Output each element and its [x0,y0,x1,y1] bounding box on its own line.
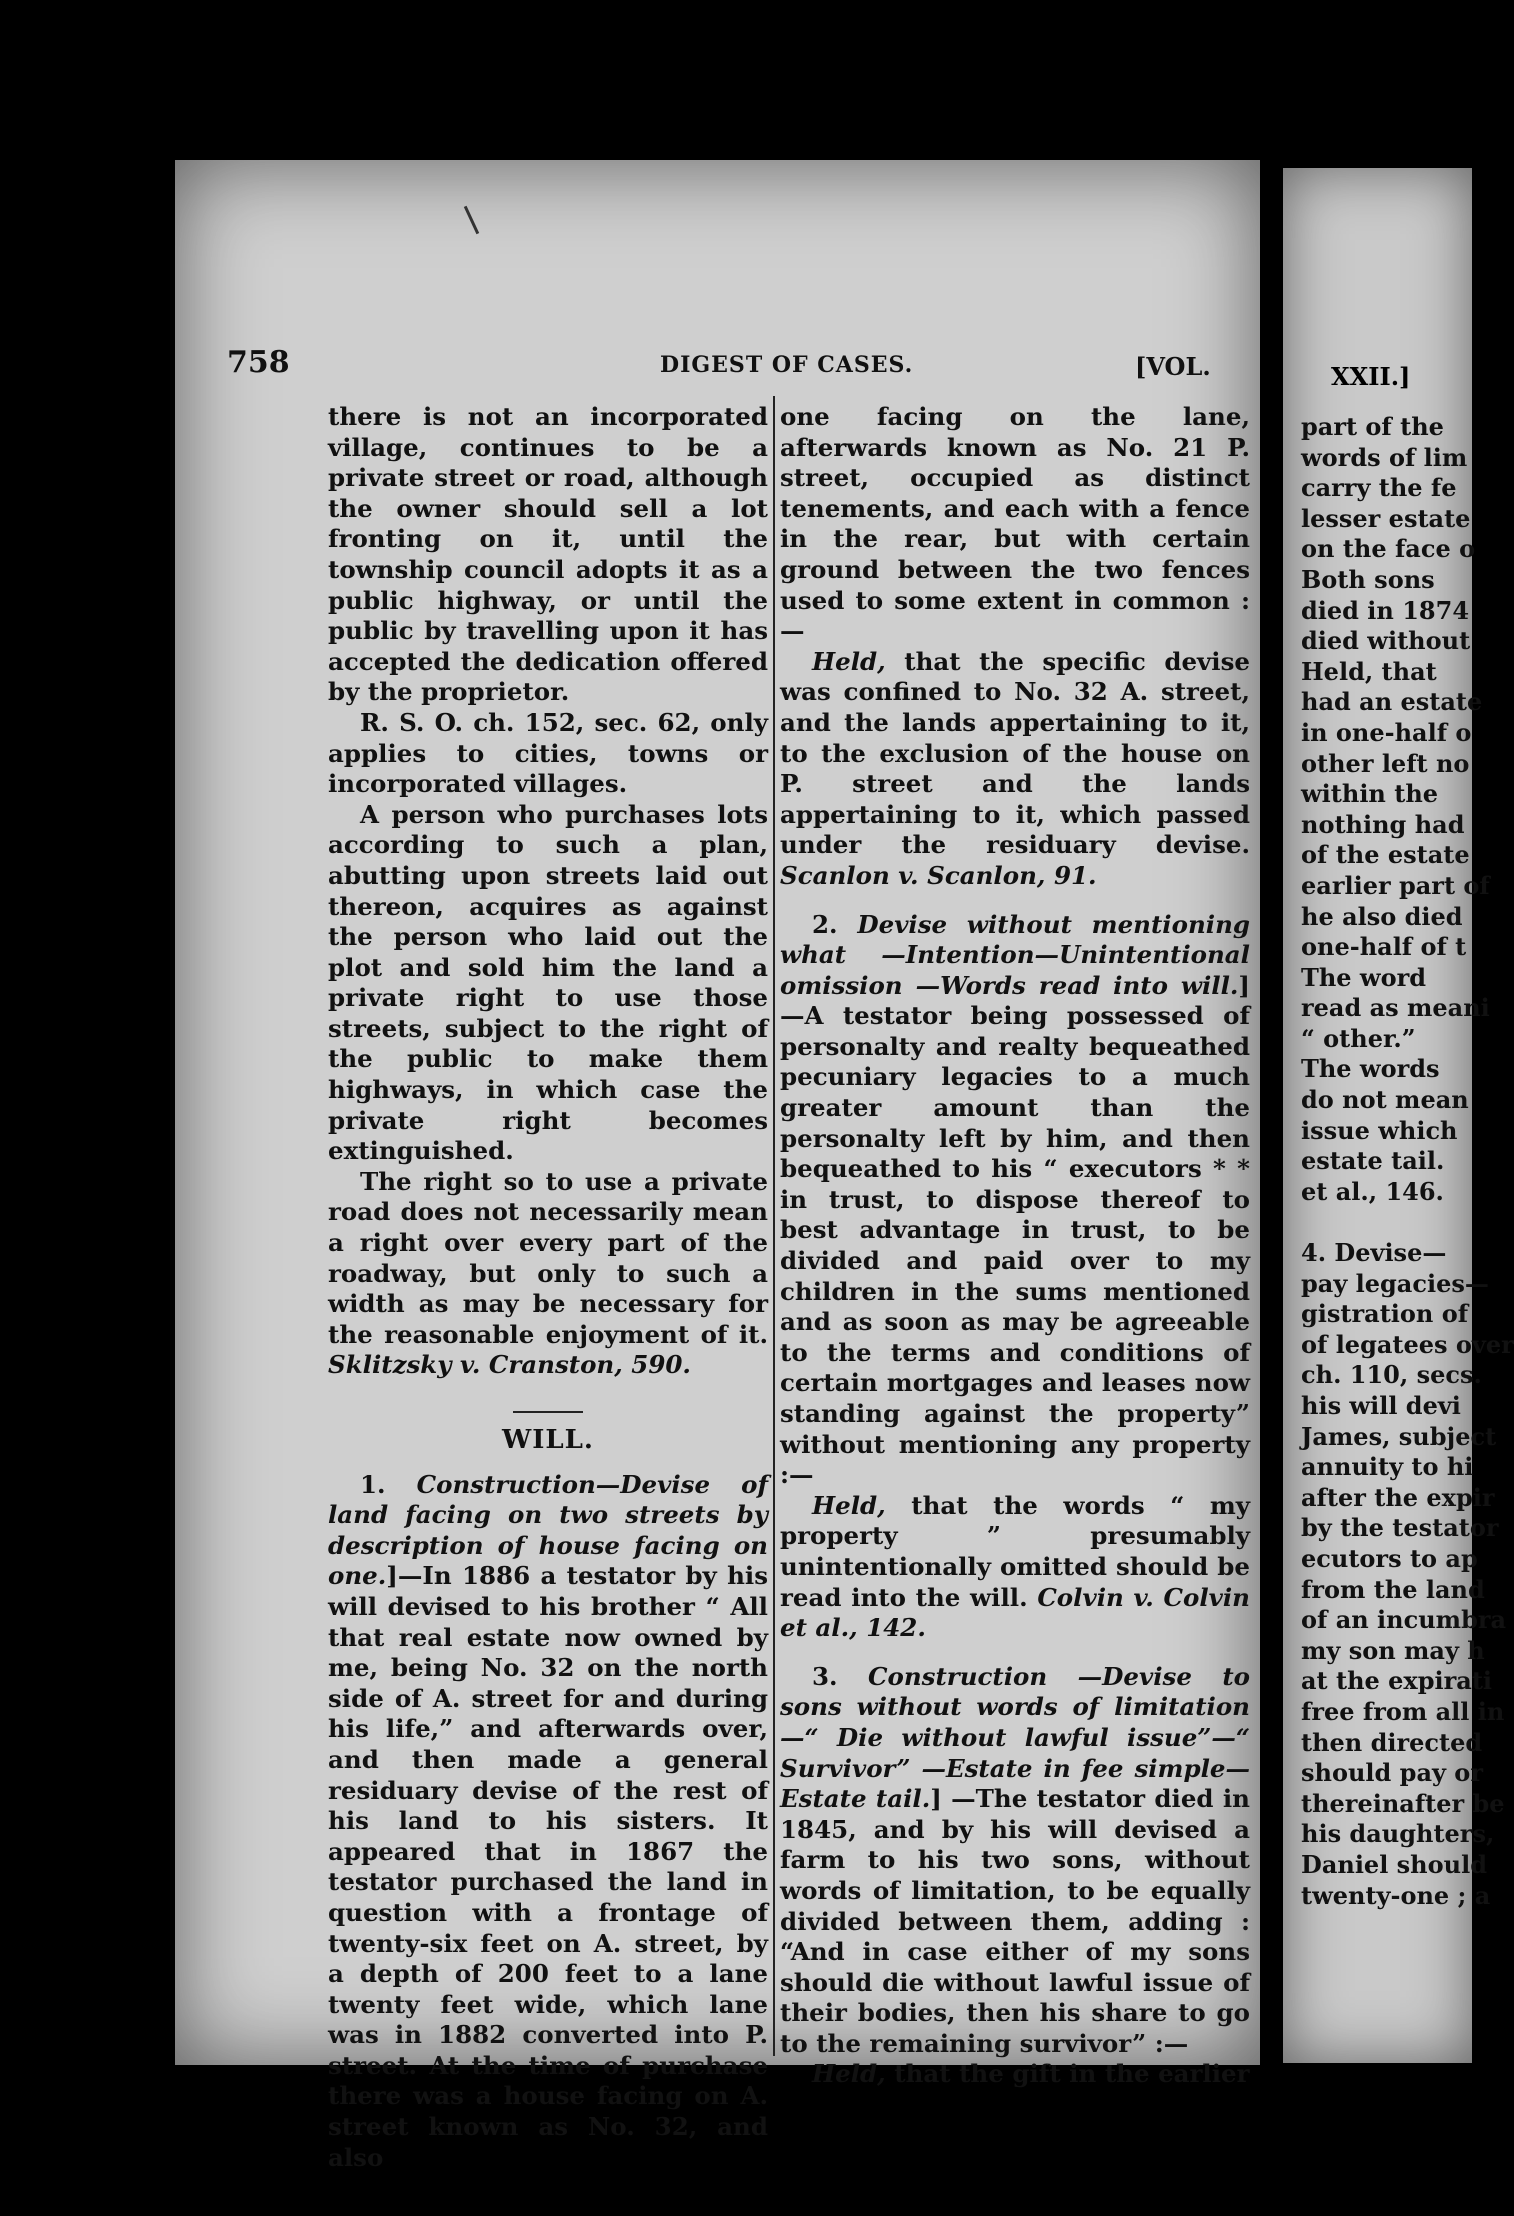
left-page [175,160,1260,2172]
item-topic: Construction—Devise of land facing on two streets by description of house facing on one. [328,1469,768,1591]
text-line: Daniel should [1301,1849,1487,1879]
text-line: at the expirati [1301,1666,1493,1696]
text-line: on the face o [1301,534,1476,564]
held-label: Held, [812,646,886,676]
paragraph: one facing on the lane, afterwards known as No. 21 P. street, occupied as distinct tenements, and each with a fence in the rear, but with certain ground between the two fences used to some extent in common :— [780,402,1250,646]
text-line: nothing had [1301,809,1465,839]
right-column [780,402,1250,2090]
text-line: et al., 146. [1301,1176,1444,1206]
text-line: should pay or [1301,1758,1483,1788]
text-line: annuity to hi [1301,1452,1474,1482]
text-line [1301,1207,1514,1238]
text-line: of an incumbra [1301,1605,1507,1635]
right-page-fragment [1283,168,1514,2063]
section-heading: WILL. [502,1425,594,1455]
running-head: DIGEST OF CASES. [660,352,914,378]
case-citation: Colvin v. Colvin et al., 142. [780,1582,1250,1643]
paragraph [328,1470,768,2174]
section-divider [513,1411,583,1413]
text-line: one-half of t [1301,932,1467,962]
case-citation: Scanlon v. Scanlon, 91. [780,860,1097,890]
text-line: within the [1301,779,1439,809]
text-line: James, subject [1301,1421,1497,1451]
right-page-text [1301,362,1514,1911]
left-column [328,402,768,2173]
paragraph: A person who purchases lots according to such a plan, abutting upon streets laid out thereon, acquires as against the person who laid out the plot and sold him the land a private right to use those streets, subject to the right of the public to make them highways, in which case the private right becomes extinguished. [328,799,768,1166]
paragraph [780,2059,1250,2090]
item-number: 3. [812,1661,838,1691]
text-line: of legatees over [1301,1329,1514,1359]
text-line: carry the fe [1301,473,1457,503]
text-line: 4. Devise— [1301,1238,1447,1268]
text-line: of the estate [1301,840,1470,870]
paragraph: R. S. O. ch. 152, sec. 62, only applies to cities, towns or incorporated villages. [328,707,768,799]
paragraph [780,1662,1250,2060]
paragraph [780,1491,1250,1644]
text-line: part of the [1301,412,1444,441]
text-line: by the testator [1301,1513,1499,1543]
text-line: died without [1301,626,1471,656]
text-line: free from all in [1301,1696,1505,1726]
text-line: twenty-one ; a [1301,1880,1491,1910]
text-line: from the land [1301,1574,1485,1604]
text-line: then directed [1301,1727,1483,1757]
text-line: Held, that [1301,656,1437,686]
item-number: 2. [812,909,838,939]
paragraph-text: ] —The testator died in 1845, and by his will devised a farm to his two sons, without words of limitation, to be equally divided between them, adding : “And in case either of my sons should die without lawful issue of their bodies, then his share to go to the remaining survivor” :— [780,1784,1250,2058]
text-line: words of lim [1301,442,1468,472]
volume-label: XXII.] [1331,362,1411,391]
text-line: estate tail. [1301,1146,1445,1176]
text-line: thereinafter be [1301,1788,1505,1818]
paragraph-text: that the gift in the earlier [885,2059,1250,2089]
paragraph [328,1167,768,1381]
text-line: pay legacies— [1301,1268,1489,1298]
text-line: his will devi [1301,1391,1461,1420]
text-line: ch. 110, secs. [1301,1360,1482,1390]
text-line: Both sons [1301,564,1435,594]
text-line: earlier part of [1301,870,1490,900]
paragraph-text: that the words “ my property ” presumably unintentionally omitted should be read into the will. [780,1490,1250,1612]
page-number: 758 [227,345,290,380]
paragraph-text: ]—A testator being possessed of personalty and realty bequeathed pecuniary legacies to a much greater amount than the personalty left by him, and then bequeathed to his “ executors * * in trust, to dispose thereof to best advantage in trust, to be divided and paid over to my children in the sums mentioned and as soon as may be agreeable to the terms and conditions of certain mortgages and leases now standing against the property” without mentioning any property :— [780,970,1250,1490]
text-line: in one-half o [1301,717,1472,747]
text-line: had an estate [1301,687,1483,717]
column-rule [773,396,775,2056]
case-citation: Sklitzsky v. Cranston, 590. [328,1350,691,1380]
text-line: died in 1874 [1301,595,1470,625]
item-topic: Devise without mentioning what —Intention—Unintentional omission —Words read into will. [780,909,1251,1000]
paragraph-text: ]—In 1886 a testator by his will devised to his brother “ All that real estate now owned by me, being No. 32 on the north side of A. street for and during his life,” and afterwards over, and then made a general residuary devise of the rest of his land to his sisters. It appeared that in 1867 the testator purchased the land in question with a frontage of twenty-six feet on A. street, by a depth of 200 feet to a lane twenty feet wide, which lane was in 1882 converted into P. street. At the time of purchase there was a house facing on A. street known as No. 32, and also [328,1561,768,2172]
text-line: do not mean [1301,1085,1469,1115]
page-smudge [464,206,479,234]
right-page-lines [1301,412,1514,1911]
text-line: The words [1301,1054,1440,1084]
paragraph [780,647,1250,892]
text-line: issue which [1301,1115,1458,1145]
paragraph-text: that the specific devise was confined to No. 32 A. street, and the lands appertaining to it, to the exclusion of the house on P. street and the lands appertaining to it, which passed under the residuary devise. [780,646,1250,860]
text-line: read as meani [1301,993,1490,1023]
text-line: gistration of [1301,1299,1469,1329]
text-line: after the expir [1301,1482,1495,1512]
text-line: ecutors to ap [1301,1543,1478,1573]
paragraph: there is not an incorporated village, continues to be a private street or road, although the owner should sell a lot fronting on it, until the township council adopts it as a public highway, or until the public by travelling upon it has accepted the dedication offered by the proprietor. [328,402,768,707]
text-line: lesser estate [1301,503,1471,533]
text-line: my son may h [1301,1635,1485,1665]
text-line: other left no [1301,748,1470,778]
text-line: “ other.” [1301,1023,1416,1053]
paragraph [780,910,1250,1491]
volume-label: [VOL. [1135,352,1211,381]
held-label: Held, [812,2059,886,2089]
item-topic: Construction —Devise to sons without words of limitation—“ Die without lawful issue”—“ Survivor” —Estate in fee simple—Estate tail. [780,1661,1251,1814]
text-line: he also died [1301,901,1463,931]
text-line: The word [1301,962,1427,992]
paragraph-text: The right so to use a private road does not necessarily mean a right over every part of the roadway, but only to such a width as may be necessary for the reasonable enjoyment of it. [328,1166,768,1349]
item-number: 1. [360,1469,386,1499]
held-label: Held, [812,1490,886,1520]
text-line: his daughters, [1301,1819,1495,1849]
